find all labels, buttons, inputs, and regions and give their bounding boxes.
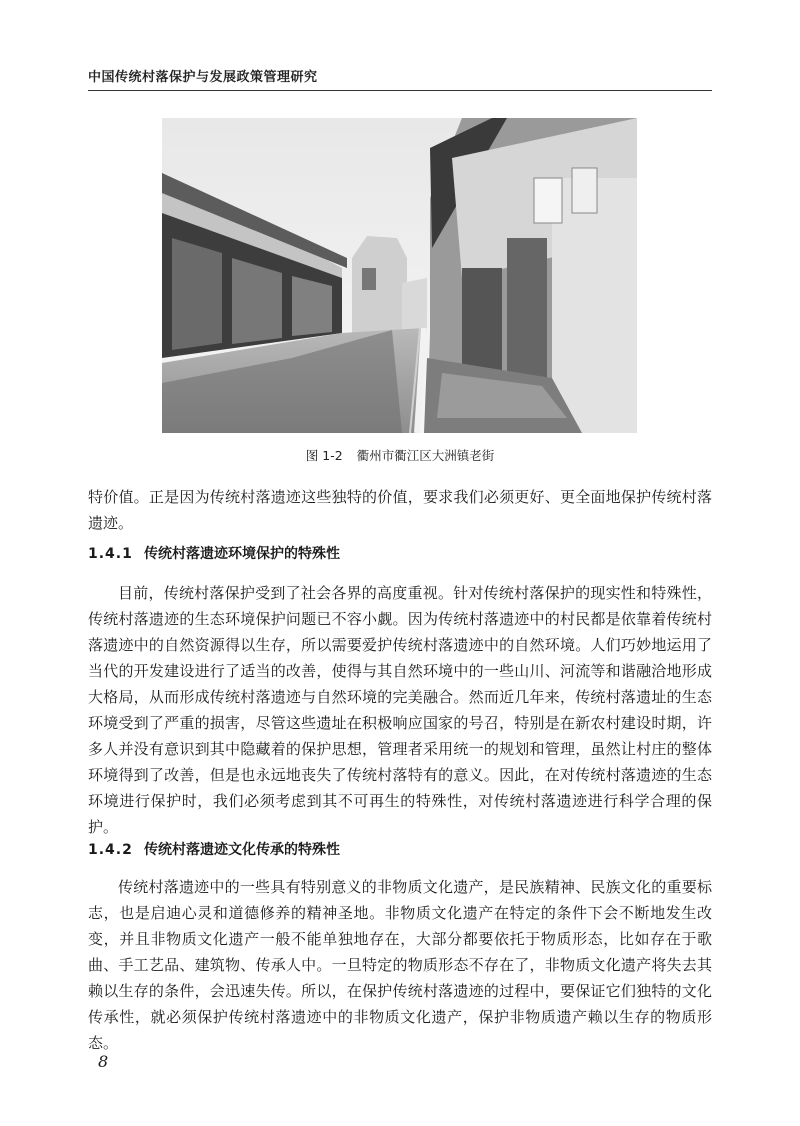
section-heading-1 <box>88 544 712 564</box>
figure-caption <box>0 446 800 464</box>
page-number: 8 <box>98 1052 109 1071</box>
section-2-number: 1.4.2 <box>88 842 133 858</box>
street-photo <box>162 118 637 433</box>
running-header <box>88 66 712 91</box>
section-1-paragraph: 目前，传统村落保护受到了社会各界的高度重视。针对传统村落保护的现实性和特殊性，传统村落遗迹的生态环境保护问题已不容小觑。因为传统村落遗迹中的村民都是依靠着传统村落遗迹中的自然资源得以生存，所以需要爱护传统村落遗迹中的自然环境。人们巧妙地运用了当代的开发建设进行了适当的改善，使得与其自然环境中的一些山川、河流等和谐融洽地形成大格局，从而形成传统村落遗迹与自然环境的完美融合。然而近几年来，传统村落遗址的生态环境受到了严重的损害，尽管这些遗址在积极响应国家的号召，特别是在新农村建设时期，许多人并没有意识到其中隐藏着的保护思想，管理者采用统一的规划和管理，虽然让村庄的整体环境得到了改善，但是也永远地丧失了传统村落特有的意义。因此，在对传统村落遗迹的生态环境进行保护时，我们必须考虑到其不可再生的特殊性，对传统村落遗迹进行科学合理的保护。 <box>88 584 712 836</box>
section-1-body <box>88 580 712 840</box>
section-2-paragraph: 传统村落遗迹中的一些具有特别意义的非物质文化遗产，是民族精神、民族文化的重要标志，也是启迪心灵和道德修养的精神圣地。非物质文化遗产在特定的条件下会不断地发生改变，并且非物质文化遗产一般不能单独地存在，大部分都要依托于物质形态，比如存在于歌曲、手工艺品、建筑物、传承人中。一旦特定的物质形态不存在了，非物质文化遗产将失去其赖以生存的条件，会迅速失传。所以，在保护传统村落遗迹的过程中，要保证它们独特的文化传承性，就必须保护传统村落遗迹中的非物质文化遗产，保护非物质遗产赖以生存的物质形态。 <box>88 878 712 1052</box>
section-1-title: 传统村落遗迹环境保护的特殊性 <box>144 546 340 562</box>
section-1-heading <box>88 544 712 564</box>
section-2-title: 传统村落遗迹文化传承的特殊性 <box>144 842 340 858</box>
section-1-number: 1.4.1 <box>88 546 133 562</box>
intro-paragraph: 特价值。正是因为传统村落遗迹这些独特的价值，要求我们必须更好、更全面地保护传统村落遗迹。 <box>88 488 712 532</box>
section-heading-2 <box>88 840 712 860</box>
section-2-heading <box>88 840 712 860</box>
section-2-body <box>88 874 712 1056</box>
running-title: 中国传统村落保护与发展政策管理研究 <box>88 70 318 85</box>
figure-number: 图 1-2 <box>305 448 343 463</box>
figure-title: 衢州市衢江区大洲镇老街 <box>356 448 495 463</box>
intro-block <box>88 484 712 536</box>
